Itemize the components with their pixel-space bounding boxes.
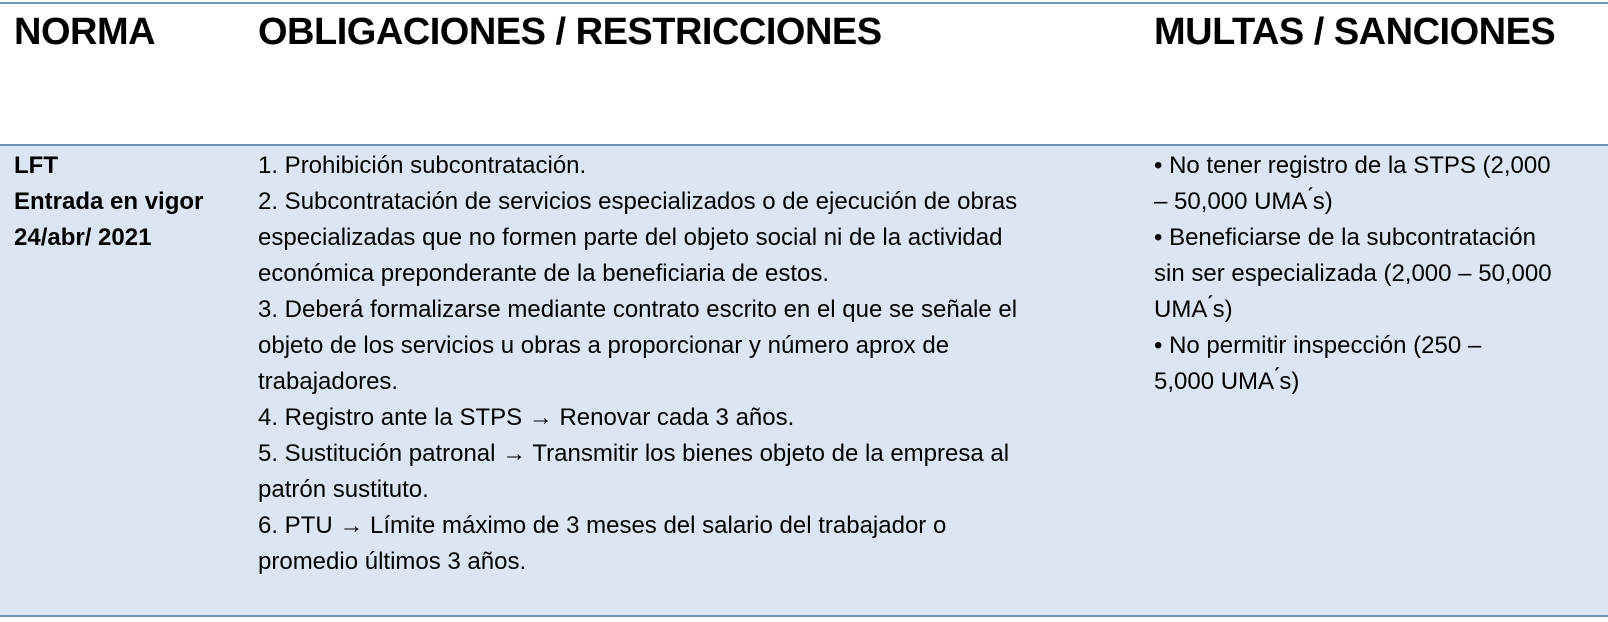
header-norma: NORMA xyxy=(14,11,156,53)
multas-cell xyxy=(1154,148,1600,400)
norma-name: LFT xyxy=(14,152,58,179)
obligacion-line: patrón sustituto. xyxy=(258,476,429,503)
multa-line: • No permitir inspección (250 – xyxy=(1154,332,1482,359)
norma-effective-label: Entrada en vigor xyxy=(14,188,204,215)
header-multas: MULTAS / SANCIONES xyxy=(1154,11,1556,53)
obligaciones-cell xyxy=(258,148,1138,580)
multa-line: UMA ́s) xyxy=(1154,296,1233,323)
obligacion-line: trabajadores. xyxy=(258,368,399,395)
obligacion-line: 4. Registro ante la STPS → Renovar cada 3 años. xyxy=(258,404,795,431)
obligacion-line: 3. Deberá formalizarse mediante contrato escrito en el que se señale el xyxy=(258,296,1018,323)
multa-line: – 50,000 UMA ́s) xyxy=(1154,188,1333,215)
multa-line: • No tener registro de la STPS (2,000 xyxy=(1154,152,1551,179)
norma-cell xyxy=(14,148,244,256)
obligacion-line: 6. PTU → Límite máximo de 3 meses del salario del trabajador o xyxy=(258,512,947,539)
multa-line: 5,000 UMA ́s) xyxy=(1154,368,1300,395)
multa-line: • Beneficiarse de la subcontratación xyxy=(1154,224,1536,251)
obligacion-line: objeto de los servicios u obras a proporcionar y número aprox de xyxy=(258,332,950,359)
obligacion-line: 5. Sustitución patronal → Transmitir los bienes objeto de la empresa al xyxy=(258,440,1010,467)
norma-date: 24/abr/ 2021 xyxy=(14,224,152,251)
header-obligaciones: OBLIGACIONES / RESTRICCIONES xyxy=(258,11,882,53)
obligacion-line: especializadas que no formen parte del objeto social ni de la actividad xyxy=(258,224,1003,251)
obligacion-line: 2. Subcontratación de servicios especializados o de ejecución de obras xyxy=(258,188,1018,215)
table-bottom-border xyxy=(0,615,1608,617)
table-top-border xyxy=(0,2,1608,4)
obligacion-line: 1. Prohibición subcontratación. xyxy=(258,152,587,179)
multa-line: sin ser especializada (2,000 – 50,000 xyxy=(1154,260,1552,287)
obligacion-line: promedio últimos 3 años. xyxy=(258,548,527,575)
obligacion-line: económica preponderante de la beneficiaria de estos. xyxy=(258,260,830,287)
